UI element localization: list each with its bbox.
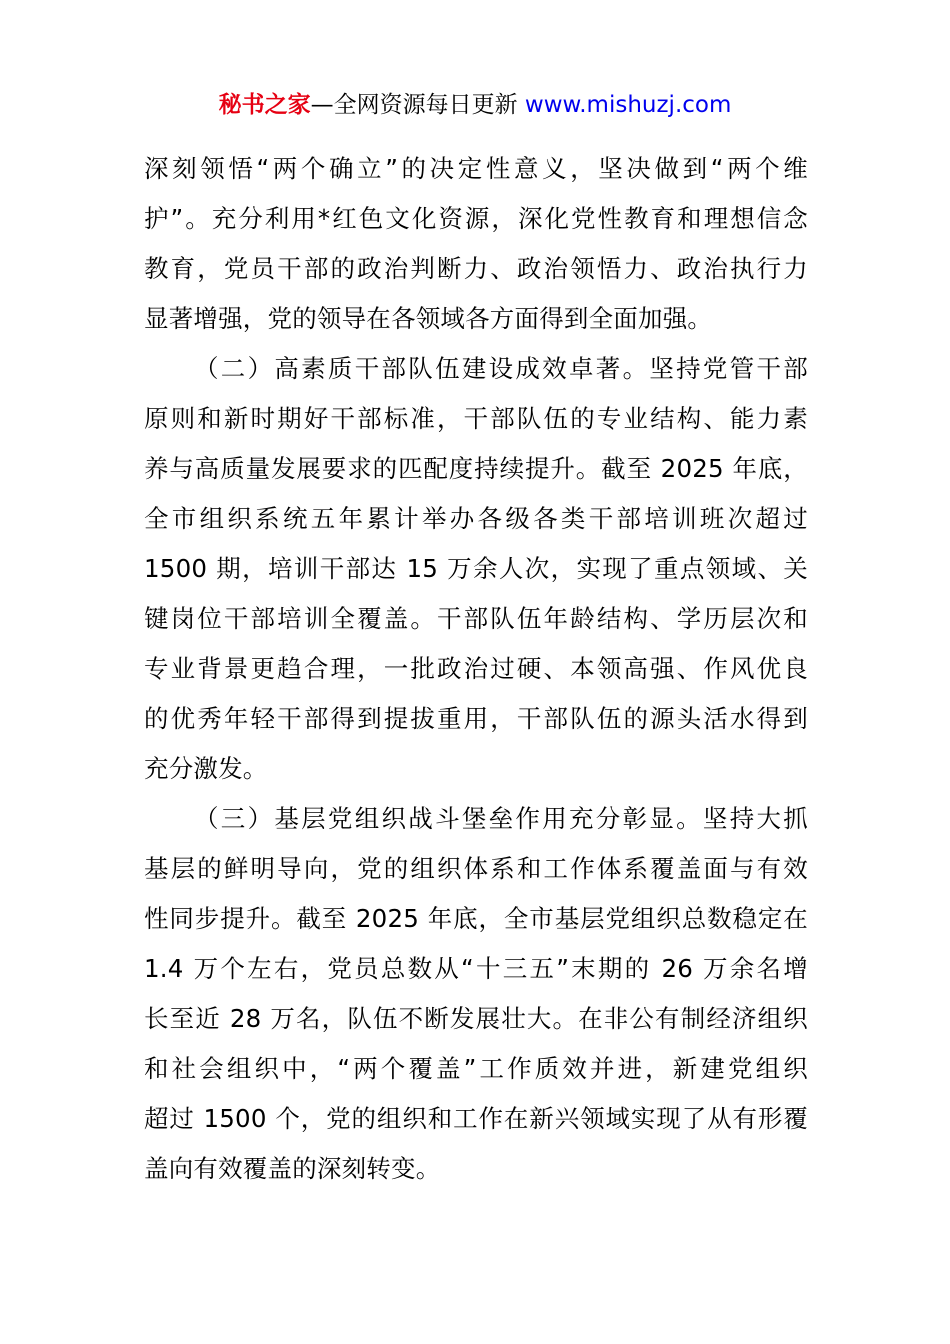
text-line: 的优秀年轻干部得到提拔重用，干部队伍的源头活水得到 bbox=[144, 704, 808, 733]
site-url-link[interactable]: www.mishuzj.com bbox=[524, 92, 732, 118]
text-line: 1.4 万个左右，党员总数从“十三五”末期的 26 万余名增 bbox=[144, 954, 808, 983]
section-heading-line: （三）基层党组织战斗堡垒作用充分彰显。坚持大抓 bbox=[194, 804, 808, 833]
text-line: 1500 期，培训干部达 15 万余人次，实现了重点领域、关 bbox=[144, 554, 808, 583]
text-line: 和社会组织中，“两个覆盖”工作质效并进，新建党组织 bbox=[144, 1054, 808, 1083]
site-header bbox=[0, 88, 950, 122]
text-line: 全市组织系统五年累计举办各级各类干部培训班次超过 bbox=[144, 504, 808, 533]
text-line: 键岗位干部培训全覆盖。干部队伍年龄结构、学历层次和 bbox=[144, 604, 808, 633]
site-tagline: —全网资源每日更新 bbox=[310, 92, 525, 118]
text-line: 养与高质量发展要求的匹配度持续提升。截至 2025 年底， bbox=[144, 454, 808, 483]
text-line: 盖向有效覆盖的深刻转变。 bbox=[144, 1154, 441, 1183]
text-line: 深刻领悟“两个确立”的决定性意义，坚决做到“两个维 bbox=[144, 154, 808, 183]
text-line: 性同步提升。截至 2025 年底，全市基层党组织总数稳定在 bbox=[144, 904, 808, 933]
text-line: 教育，党员干部的政治判断力、政治领悟力、政治执行力 bbox=[144, 254, 808, 283]
text-line: 原则和新时期好干部标准，干部队伍的专业结构、能力素 bbox=[144, 404, 808, 433]
text-line: 长至近 28 万名，队伍不断发展壮大。在非公有制经济组织 bbox=[144, 1004, 808, 1033]
text-line: 基层的鲜明导向，党的组织体系和工作体系覆盖面与有效 bbox=[144, 854, 808, 883]
text-line: 充分激发。 bbox=[144, 754, 268, 783]
text-line: 超过 1500 个，党的组织和工作在新兴领域实现了从有形覆 bbox=[144, 1104, 808, 1133]
document-body bbox=[144, 146, 808, 1196]
text-line: 护”。充分利用*红色文化资源，深化党性教育和理想信念 bbox=[144, 204, 808, 233]
text-line: 显著增强，党的领导在各领域各方面得到全面加强。 bbox=[144, 304, 713, 333]
site-brand: 秘书之家 bbox=[218, 92, 311, 118]
text-line: 专业背景更趋合理，一批政治过硬、本领高强、作风优良 bbox=[144, 654, 808, 683]
section-heading-line: （二）高素质干部队伍建设成效卓著。坚持党管干部 bbox=[194, 354, 808, 383]
